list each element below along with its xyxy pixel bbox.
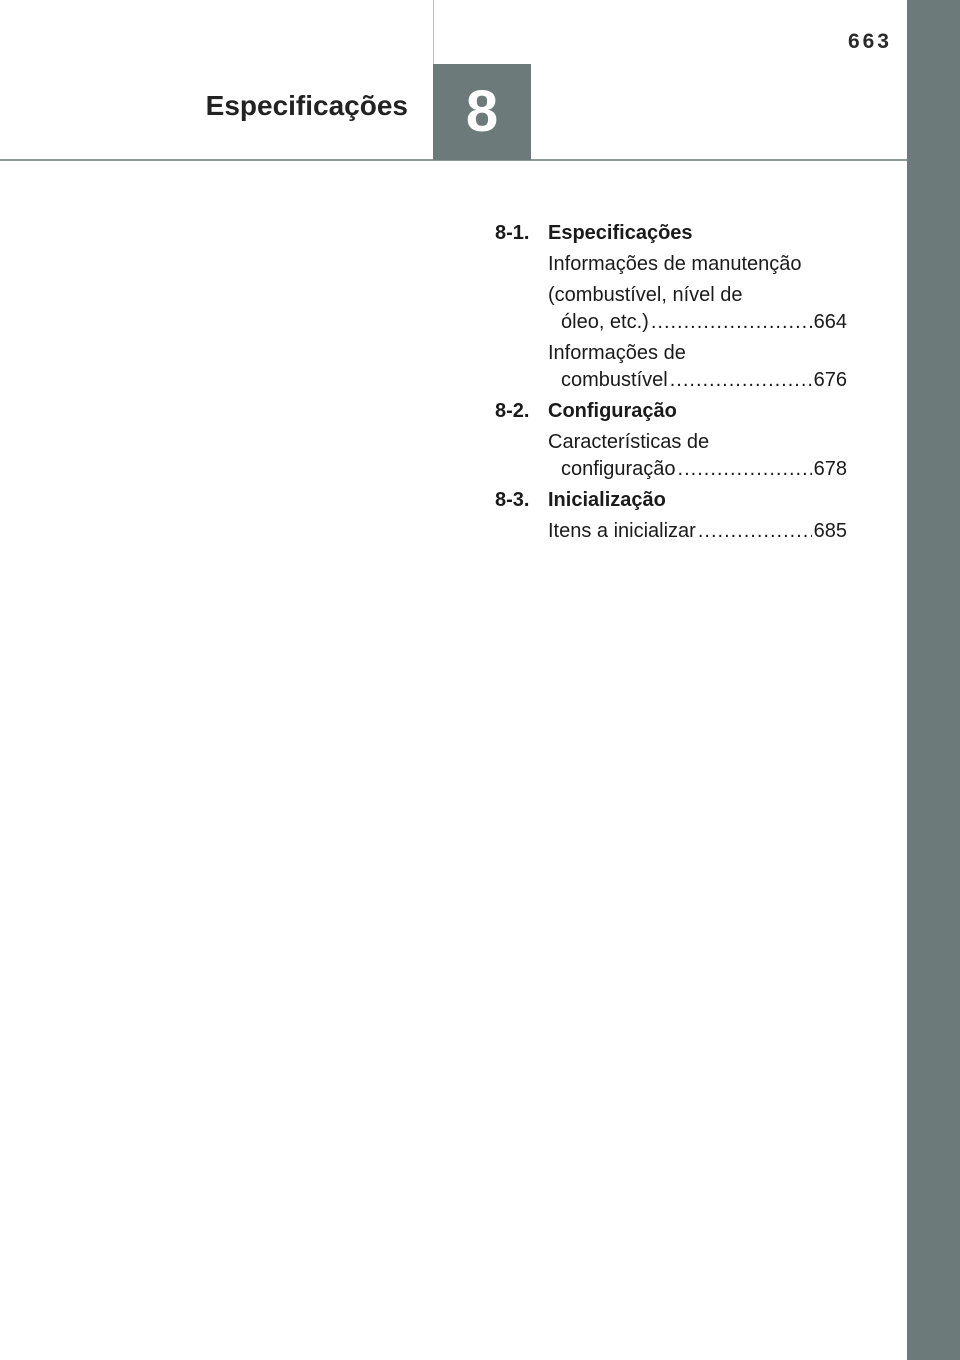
chapter-number-box	[433, 64, 531, 160]
toc-page-number: 685	[813, 520, 847, 542]
toc-section-heading[interactable]	[495, 220, 847, 247]
section-number: 8-3.	[495, 489, 530, 511]
toc-entry-title-continued: configuração	[561, 458, 676, 480]
dot-leader	[678, 456, 812, 483]
toc-entry[interactable]	[548, 282, 847, 336]
table-of-contents	[495, 220, 847, 549]
toc-section-heading[interactable]	[495, 487, 847, 514]
toc-page-number: 678	[813, 458, 847, 480]
toc-entry-title: Itens a inicializar	[548, 520, 696, 542]
section-number: 8-1.	[495, 222, 530, 244]
toc-page-number: 676	[813, 369, 847, 391]
chapter-title: Especificações	[205, 90, 408, 121]
toc-entry[interactable]	[548, 518, 847, 545]
dot-leader	[698, 518, 812, 545]
dot-leader	[651, 309, 812, 336]
toc-entry-title-continued: combustível	[561, 369, 668, 391]
toc-entry-title: Informações de	[548, 342, 686, 364]
toc-section-heading[interactable]	[495, 398, 847, 425]
toc-entry[interactable]	[548, 340, 847, 394]
toc-entry[interactable]	[548, 251, 847, 278]
dot-leader	[670, 367, 812, 394]
toc-entry-title-continued: óleo, etc.)	[561, 311, 649, 333]
toc-entry-title: Informações de manutenção	[548, 253, 802, 275]
section-title: Especificações	[548, 222, 693, 244]
side-strip	[907, 0, 960, 1360]
section-number: 8-2.	[495, 400, 530, 422]
toc-entry-title: Características de	[548, 431, 710, 453]
page-number: 663	[847, 30, 892, 53]
chapter-number: 8	[465, 79, 499, 144]
toc-page-number: 664	[813, 311, 847, 333]
chapter-divider	[433, 0, 434, 64]
toc-entry-title: (combustível, nível de	[548, 284, 743, 306]
section-title: Configuração	[548, 400, 677, 422]
section-title: Inicialização	[548, 489, 666, 511]
toc-entry[interactable]	[548, 429, 847, 483]
